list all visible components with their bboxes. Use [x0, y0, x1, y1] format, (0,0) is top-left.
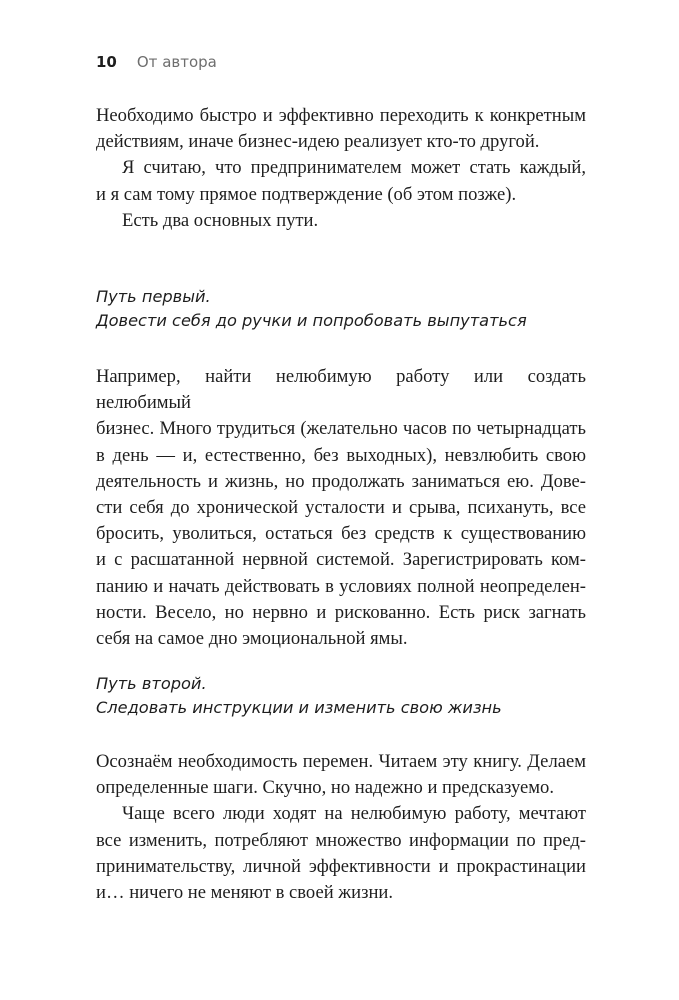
- intro-paragraph-3: [96, 208, 586, 234]
- text-line: принимательству, личной эффективности и прокрастинации: [96, 855, 586, 877]
- path2-paragraph-2: [96, 801, 586, 906]
- path1-paragraph: [96, 364, 586, 652]
- text-line: себя на самое дно эмоциональной ямы.: [96, 628, 408, 650]
- path2-body: [96, 749, 586, 906]
- path2-paragraph-1: [96, 749, 586, 801]
- path2-heading: [96, 672, 596, 720]
- text-line: Например, найти нелюбимую работу или создать нелюбимый: [96, 366, 586, 414]
- path2-heading-title: Путь второй.: [96, 674, 207, 693]
- path1-heading: [96, 285, 596, 333]
- intro-paragraph-2: [96, 155, 586, 207]
- text-line: в день — и, естественно, без выходных), невзлюбить свою: [96, 444, 586, 466]
- text-line: ности. Весело, но нервно и рискованно. Есть риск загнать: [96, 601, 586, 623]
- text-line: Я считаю, что предпринимателем может стать каждый,: [122, 157, 586, 179]
- text-line: бизнес. Много трудиться (желательно часов по четырнадцать: [96, 418, 586, 440]
- path1-heading-title: Путь первый.: [96, 287, 211, 306]
- page-number: 10: [96, 53, 117, 71]
- text-line: панию и начать действовать в условиях полной неопределен-: [96, 575, 586, 597]
- text-line: Необходимо быстро и эффективно переходить к конкретным: [96, 105, 586, 126]
- text-line: и… ничего не меняют в своей жизни.: [96, 882, 394, 904]
- text-line: Чаще всего люди ходят на нелюбимую работу, мечтают: [122, 803, 586, 825]
- running-head: От автора: [136, 53, 217, 71]
- intro-section: [96, 103, 586, 234]
- text-line: все изменить, потребляют множество информации по пред-: [96, 829, 586, 851]
- text-line: Есть два основных пути.: [122, 209, 319, 231]
- text-line: бросить, уволиться, остаться без средств к существованию: [96, 523, 586, 545]
- text-line: сти себя до хронической усталости и срыва, психануть, все: [96, 497, 586, 519]
- text-line: действиям, иначе бизнес-идею реализует кто-то другой.: [96, 131, 540, 153]
- text-line: и с расшатанной нервной системой. Зарегистрировать ком-: [96, 549, 586, 571]
- text-line: и я сам тому прямое подтверждение (об этом позже).: [96, 183, 517, 205]
- path1-body: [96, 364, 586, 652]
- text-line: Осознаём необходимость перемен. Читаем эту книгу. Делаем: [96, 751, 586, 772]
- path2-heading-subtitle: Следовать инструкции и изменить свою жизнь: [96, 698, 502, 717]
- page-header: [96, 52, 217, 72]
- intro-paragraph-1: [96, 103, 586, 155]
- text-line: деятельность и жизнь, но продолжать заниматься ею. Дове-: [96, 470, 586, 492]
- path1-heading-subtitle: Довести себя до ручки и попробовать выпутаться: [96, 311, 527, 330]
- text-line: определенные шаги. Скучно, но надежно и предсказуемо.: [96, 777, 554, 799]
